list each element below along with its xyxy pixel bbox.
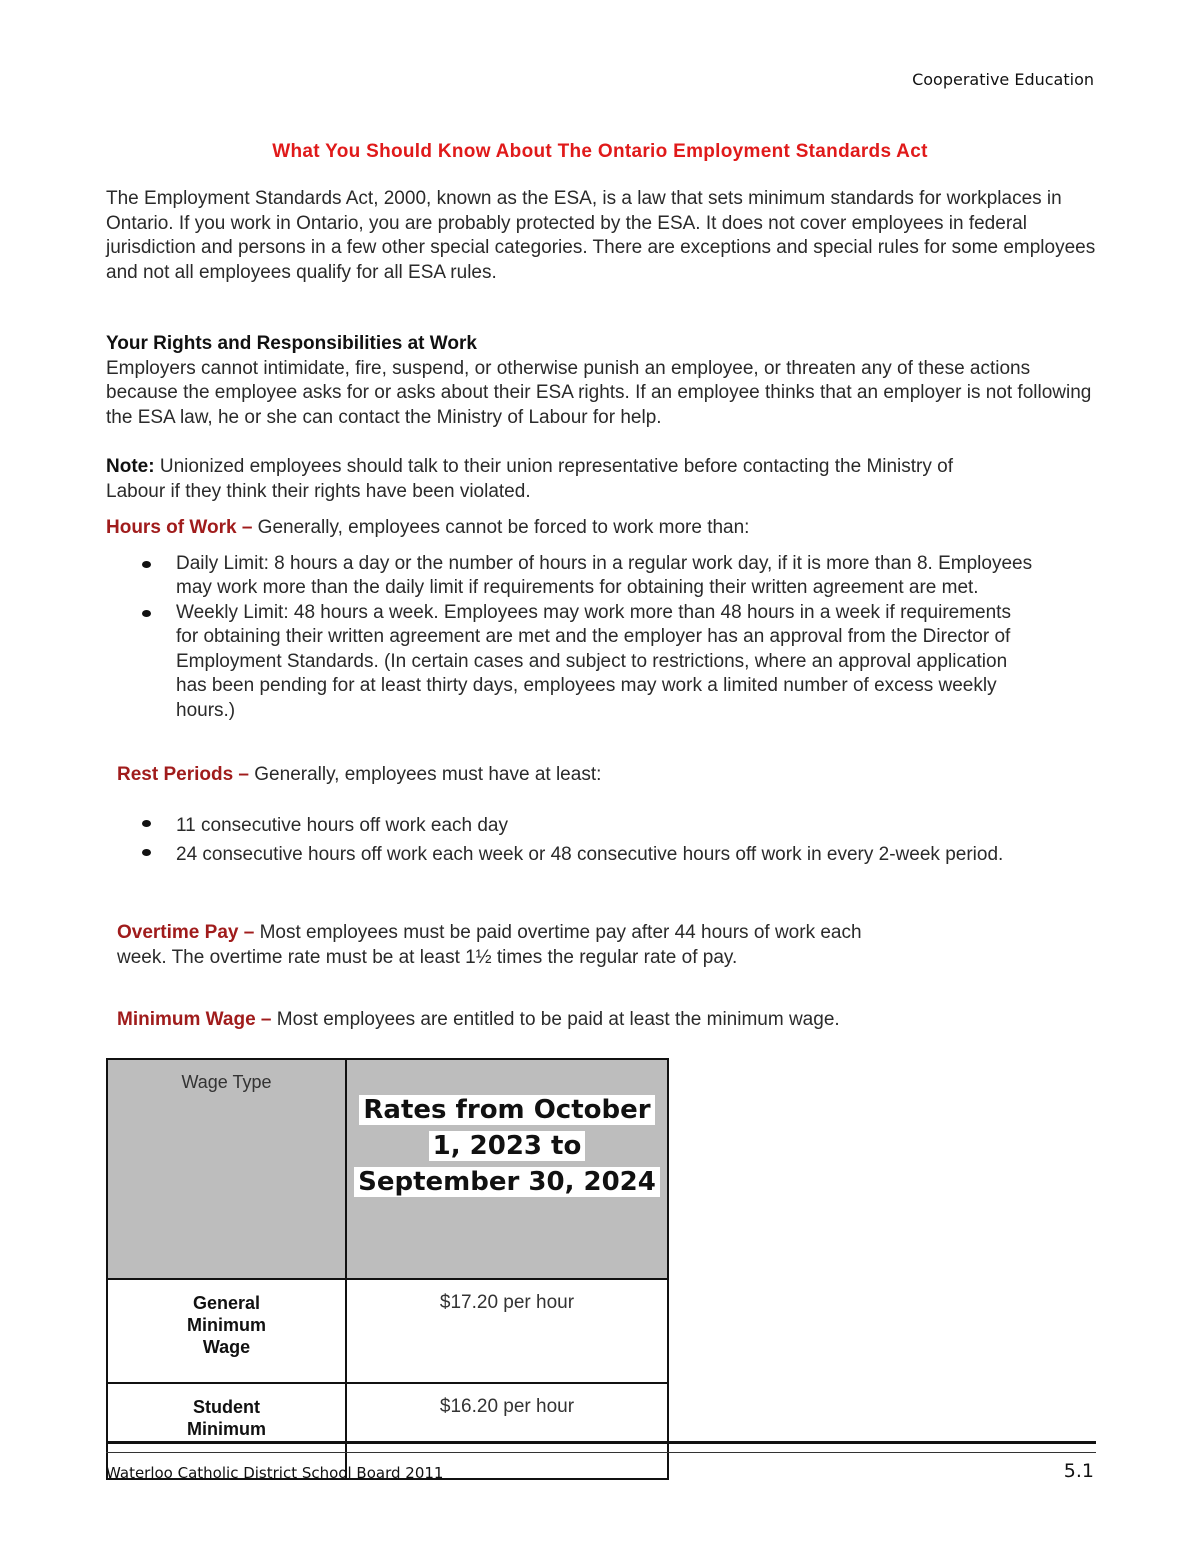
wage-type-label: General Minimum Wage [187,1293,266,1357]
rest-intro [117,763,1107,788]
hours-intro [106,516,1096,541]
footer-page-number: 5.1 [1063,1460,1094,1482]
rest-section [117,763,1107,788]
minwage-label: Minimum Wage – [117,1009,272,1030]
page-title: What You Should Know About The Ontario Employment Standards Act [272,141,928,162]
rates-header: Rates from October 1, 2023 to September 30, 2024 [354,1095,660,1197]
footer-rule-thick [106,1441,1096,1444]
list-item: Daily Limit: 8 hours a day or the number of hours in a regular work day, if it is more than 8. Employees may work more than the daily limit if requirements for obtaining their written agreement are met. [106,552,1036,601]
wage-rate-cell: $16.20 per hour [346,1383,668,1479]
wage-type-header: Wage Type [107,1059,346,1279]
list-item: 24 consecutive hours off work each week or 48 consecutive hours off work in every 2-week period. [106,840,1036,869]
overtime-paragraph [117,921,892,970]
wage-type-label: Student Minimum [187,1397,266,1439]
minwage-paragraph [117,1008,1107,1033]
rights-body: Employers cannot intimidate, fire, suspend, or otherwise punish an employee, or threaten any of these actions because the employee asks for or asks about their ESA rights. If an employee thinks that an employer is not following the ESA law, he or she can contact the Ministry of Labour for help. [106,357,1092,428]
table-row [107,1279,668,1383]
intro-paragraph: The Employment Standards Act, 2000, known as the ESA, is a law that sets minimum standards for workplaces in Ontario. If you work in Ontario, you are probably protected by the ESA. It does not cover employees in federal jurisdiction and persons in a few other special categories. There are exceptions and special rules for some employees and not all employees qualify for all ESA rules. [106,188,1096,283]
hours-section [106,516,1096,723]
hours-text: Generally, employees cannot be forced to work more than: [252,517,750,538]
rest-list-wrap [106,811,1036,869]
rates-header-cell [346,1059,668,1279]
rights-heading: Your Rights and Responsibilities at Work [106,333,477,354]
footer-organization: Waterloo Catholic District School Board 2011 [106,1464,444,1482]
overtime-text: Most employees must be paid overtime pay after 44 hours of work each week. The overtime rate must be at least 1½ times the regular rate of pay. [117,922,862,968]
hours-list [106,552,1036,724]
wage-rate-cell: $17.20 per hour [346,1279,668,1383]
wage-table [106,1058,669,1480]
list-item: Weekly Limit: 48 hours a week. Employees may work more than 48 hours in a week if requirements for obtaining their written agreement are met and the employer has an approval from the Director of Employment Standards. (In certain cases and subject to restrictions, where an approval application has been pending for at least thirty days, employees may work a limited number of excess weekly hours.) [106,601,1036,724]
overtime-label: Overtime Pay – [117,922,255,943]
note-label: Note: [106,456,155,477]
rights-section [106,332,1096,430]
rest-list [106,811,1036,869]
table-header-row [107,1059,668,1279]
wage-type-cell [107,1279,346,1383]
rest-label: Rest Periods – [117,764,249,785]
rest-text: Generally, employees must have at least: [249,764,602,785]
hours-label: Hours of Work – [106,517,253,538]
header-course-name: Cooperative Education [912,70,1094,89]
note-text: Unionized employees should talk to their union representative before contacting the Ministry of Labour if they think their rights have been violated. [106,456,954,502]
list-item: 11 consecutive hours off work each day [106,811,1036,840]
minwage-text: Most employees are entitled to be paid at least the minimum wage. [271,1009,840,1030]
note-paragraph [106,455,986,504]
footer-rule-thin [106,1452,1096,1453]
